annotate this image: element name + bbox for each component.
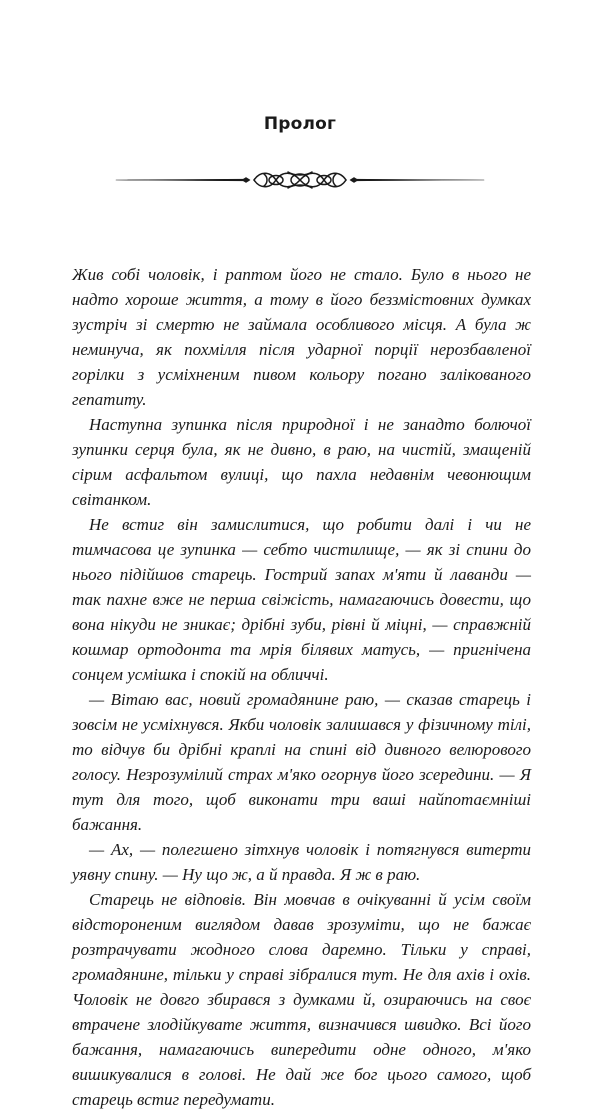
- paragraph: Старець не відповів. Він мовчав в очікуванні й усім своїм відстороненим виглядом давав зрозуміти, що не бажає розтрачувати жодного слова даремно. Тільки у справі, громадянине, тільки у справі зібралися тут. Не для ахів і охів. Чоловік не довго збирався з думками й, озираючись на своє втрачене злодійкувате життя, визначився швидко. Всі його бажання, намагаючись випередити одне одного, м'яко вишикувалися в голові. Не дай же бог цього самого, щоб старець встиг передумати.: [72, 890, 531, 1109]
- paragraph: Не встиг він замислитися, що робити далі і чи не тимчасова це зупинка — себто чистилище, — як зі спини до нього підійшов старець. Гострий запах м'яти й лаванди — так пахне вже не перша свіжість, намагаючись довести, що вона нікуди не зникає; дрібні зуби, рівні й міцні, — справжній кошмар ортодонта та мрія білявих матусь, — пригнічена сонцем усмішка і спокій на обличчі.: [72, 515, 531, 684]
- paragraph: Наступна зупинка після природної і не занадто болючої зупинки серця була, як не дивно, в раю, на чистій, змащеній сірим асфальтом вулиці, що пахла недавнім чевонющим світанком.: [72, 415, 531, 509]
- prologue-text: [72, 262, 531, 1112]
- scroll-divider-icon: [114, 168, 486, 192]
- chapter-title: Пролог: [263, 114, 337, 134]
- paragraph: Жив собі чоловік, і раптом його не стало. Було в нього не надто хороше життя, а тому в його беззмістовних думках зустріч зі смертю не займала особливого місця. А була ж неминуча, як похмілля після ударної порції нерозбавленої горілки з усміхненим пивом кольору погано залікованого гепатиту.: [72, 265, 531, 409]
- paragraph: — Ах, — полегшено зітхнув чоловік і потягнувся витерти уявну спину. — Ну що ж, а й правда. Я ж в раю.: [72, 840, 531, 884]
- paragraph: — Вітаю вас, новий громадянине раю, — сказав старець і зовсім не усміхнувся. Якби чоловік залишався у фізичному тілі, то відчув би дрібні краплі на спині від дивного велюрового голосу. Незрозумілий страх м'яко огорнув його зсередини. — Я тут для того, щоб виконати три ваші найпотаємніші бажання.: [72, 690, 531, 834]
